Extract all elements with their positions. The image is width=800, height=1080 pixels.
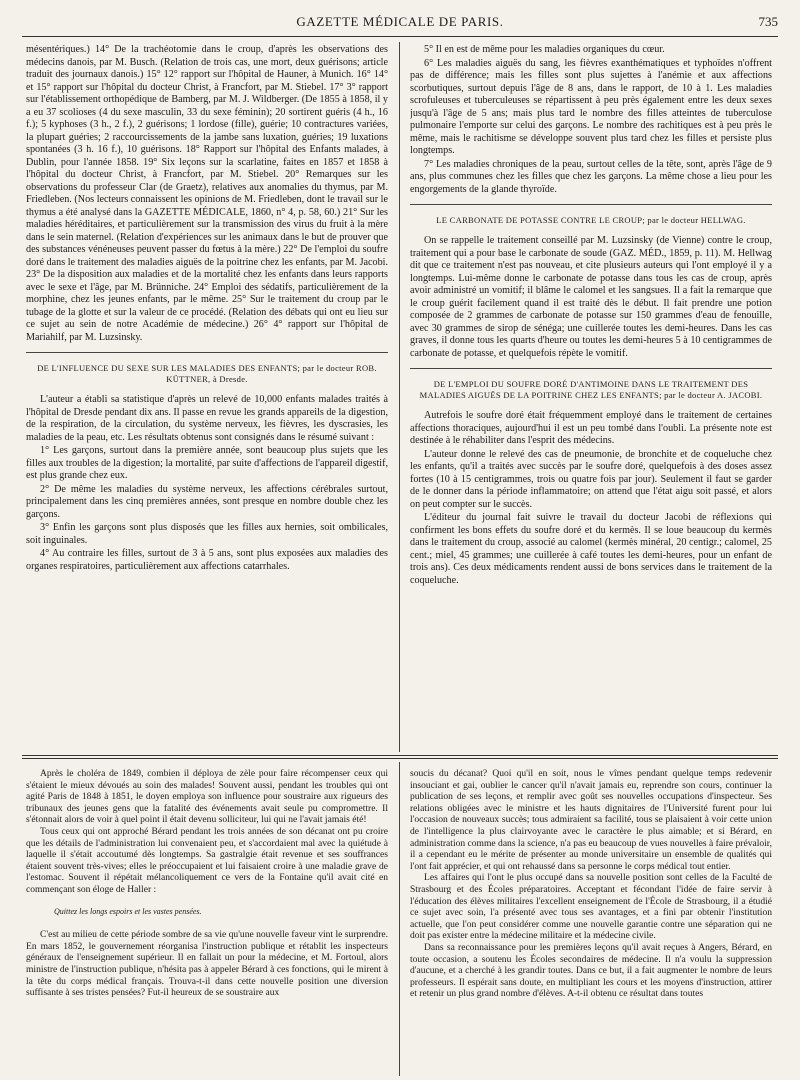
section-title: DE L'INFLUENCE DU SEXE SUR LES MALADIES DES ENFANTS; par le docteur ROB. KÜTTNER, à Dresde.	[37, 363, 377, 384]
feuilleton-paragraph: Tous ceux qui ont approché Bérard pendant les trois années de son décanat ont pu croire que les détails de l'administration lui convenaient peu, et s'accordaient mal avec la quiétude à laquelle il s'était accoutumé dès longtemps. Sa gastralgie était revenue et ses souffrances étaient souvent très-vives; elles le préoccupaient et lui faisaient croire à une maladie grave de l'estomac. Souvent il répétait mélancoliquement ce vers de la Fontaine qu'il avait cité en commençant son éloge de Haller :	[26, 825, 388, 895]
article-paragraph: L'auteur a établi sa statistique d'après un relevé de 10,000 enfants malades traités à l'hôpital de Dresde pendant dix ans. Il passe en revue les grands appareils de la digestion, de la respiration, de la circulation, du système nerveux, les fièvres, les dyscrasies, les maladies de la peau, etc. Les résultats obtenus sont consignés dans le résumé suivant :	[26, 394, 388, 443]
section-rule	[410, 204, 772, 205]
verse-quote: Quittez les longs espoirs et les vastes pensées.	[54, 906, 202, 916]
page-number: 735	[758, 14, 778, 29]
feuilleton-rule	[22, 758, 778, 759]
feuilleton-right-column	[410, 768, 772, 1076]
article-paragraph: 4° Au contraire les filles, surtout de 3 à 5 ans, sont plus exposées aux maladies des organes respiratoires, particulièrement aux affections catarrhales.	[26, 548, 388, 572]
section-rule	[410, 368, 772, 369]
section-title: LE CARBONATE DE POTASSE CONTRE LE CROUP; par le docteur HELLWAG.	[436, 215, 746, 225]
right-column	[410, 44, 772, 750]
article-paragraph: L'éditeur du journal fait suivre le travail du docteur Jacobi de réflexions qui confirment les bons effets du soufre doré et du kermès. Il se loue beaucoup du kermès dans le traitement du croup, associé au calomel (kermès minéral, 20 centigr.; calomel, 25 cent.; miel, 45 grammes; une cuillerée à café toutes les demi-heures, pour un enfant de trois ans). Ces deux médicaments rendent aussi de bons services dans le traitement de la coqueluche.	[410, 512, 772, 586]
article-paragraph: 5° Il en est de même pour les maladies organiques du cœur.	[424, 44, 665, 55]
article-paragraph: L'auteur donne le relevé des cas de pneumonie, de bronchite et de coqueluche chez les enfants, qu'il a traités avec succès par le soufre doré, quelquefois à des doses assez fortes (10 à 15 centigrammes, trois ou quatre fois par jour). Seulement il faut se garder de le donner dans la période inflammatoire; on attend que l'état aigu soit passé, et alors on peut compter sur le succès.	[410, 448, 772, 510]
article-paragraph: 1° Les garçons, surtout dans la première année, sont beaucoup plus sujets que les filles aux troubles de la digestion; la mortalité, par suite d'affections de l'appareil digestif, est plus grande chez eux.	[26, 445, 388, 481]
feuilleton-paragraph: C'est au milieu de cette période sombre de sa vie qu'une nouvelle faveur vint le surprendre. En mars 1852, le gouvernement réorganisa l'instruction publique et rétablit les inspecteurs généraux de l'enseignement supérieur. Il en fallait un pour la médecine, et M. Fortoul, alors ministre de l'instruction publique, n'hésita pas à appeler Bérard à ces fonctions, qui le mirent à la tête du corps médical français. Trouva-t-il dans cette nouvelle position une diversion suffisante à ses tristes pensées? Fut-il heureux de se soustraire aux	[26, 929, 388, 999]
feuilleton-paragraph: Les affaires qui l'ont le plus occupé dans sa nouvelle position sont celles de la Faculté de Strasbourg et des Écoles préparatoires. Acceptant et fécondant l'idée de faire servir à l'éducation des élèves militaires l'excellent enseignement de l'École de Strasbourg, il a étudié ce sujet avec soin, l'a présenté avec tous ses avantages, et a fini par obtenir l'institution actuelle, que l'on peut considérer comme une nouvelle garantie contre une séparation qui ne doit pas exister entre la médecine militaire et la médecine civile.	[410, 872, 772, 942]
article-paragraph: On se rappelle le traitement conseillé par M. Luzsinsky (de Vienne) contre le croup, traitement qui a pour base le carbonate de soude (GAZ. MÉD., 1859, p. 11). M. Hellwag dit que ce traitement n'est pas nouveau, et cite plusieurs auteurs qui l'ont employé il y a longtemps. Lui-même donne le carbonate de potasse dans tous les cas de croup, après avoir administré un vomitif; il blâme le calomel et les sangsues. Il a fait la remarque que le croup guérit facilement quand il est traité dès le début. Il fait prendre une potion composée de 2 grammes de carbonate de potasse sur 150 grammes d'eau de fenouille, avec 30 grammes de sirop de sénéga; une cuillerée toutes les demi-heures. Dans les cas graves, il donne tous les quarts d'heure ou toutes les demi-heures 5 à 10 centigrammes de carbonate de potasse, et quelquefois répète le vomitif.	[410, 235, 772, 359]
feuilleton-paragraph: Après le choléra de 1849, combien il déploya de zèle pour faire récompenser ceux qui s'étaient le mieux dévoués au soin des malades! Souvent aussi, pendant les troubles qui ont agité Paris de 1848 à 1851, le doyen employa son influence pour soustraire aux rigueurs des tribunaux des jeunes gens que la fatalité des événements avait seule pu compromettre. Il s'étonnait alors de voir à quel point il était devenu solliciteur, lui qui ne l'avait jamais été!	[26, 768, 388, 826]
article-paragraph: 6° Les maladies aiguës du sang, les fièvres exanthématiques et typhoïdes n'offrent pas de différence; mais les filles sont plus sujettes à l'anémie et aux affections scorbutiques, surtout depuis l'âge de 8 ans, dans le rapport, de 10 à 1. Les maladies scrofuleuses et tuberculeuses se répartissent à peu près également entre les deux sexes jusqu'à l'âge de 5 ans; mais plus tard le nombre des filles atteintes de tuberculose pulmonaire l'emporte sur celui des garçons. Le nombre des rachitiques est à peu près le même, mais le rachitisme se développe souvent plus tard chez les filles et persiste plus longtemps.	[410, 57, 772, 156]
left-column	[26, 44, 388, 750]
column-divider	[399, 42, 400, 752]
section-title: DE L'EMPLOI DU SOUFRE DORÉ D'ANTIMOINE DANS LE TRAITEMENT DES MALADIES AIGUËS DE LA POITRINE CHEZ LES ENFANTS; par le docteur A. JACOBI.	[419, 379, 763, 400]
article-paragraph: Autrefois le soufre doré était fréquemment employé dans le traitement de certaines affections thoraciques, aujourd'hui il est un peu tombé dans l'oubli. La présente note est destinée à le réhabiliter dans l'esprit des médecins.	[410, 410, 772, 446]
feuilleton-paragraph: Dans sa reconnaissance pour les premières leçons qu'il avait reçues à Angers, Bérard, en toute occasion, a soutenu les Écoles secondaires de médecine. Il n'a voulu la suppression d'aucune, et a cherché à les grandir toutes. Dans ce but, il a fait augmenter le nombre de leurs professeurs. Il espérait sans doute, en multipliant les cours et les moyens d'instruction, attirer et retenir un plus grand nombre d'élèves. A-t-il obtenu ce résultat dans toutes	[410, 941, 772, 1000]
article-paragraph: 2° De même les maladies du système nerveux, les affections cérébrales surtout, principalement dans les cinq premières années, sont presque en nombre double chez les garçons.	[26, 483, 388, 520]
page-header	[22, 10, 778, 37]
section-rule	[26, 352, 388, 353]
feuilleton-left-column	[26, 768, 388, 1076]
feuilleton-paragraph: soucis du décanat? Quoi qu'il en soit, nous le vîmes pendant quelque temps redevenir insouciant et gai, oublier le cancer qu'il n'avait jamais eu, reprendre son cours, continuer la publication de ses leçons, et remplir avec goût ses nouvelles occupations d'inspecteur. Ses relations obligées avec le ministre et les hauts dignitaires de l'Université furent pour lui l'occasion de nouveaux succès; tous admiraient sa facilité, tous se plaisaient à voir cette union de l'intelligence la plus clairvoyante avec le caractère le plus aimable; et si Bérard, en administration comme dans la science, n'a pas eu beaucoup de vues nouvelles à faire prévaloir, il a cependant eu le mérite de présenter au monde universitaire un ensemble de qualités qui l'ont fait apprécier, et qui ont rehaussé dans sa personne le corps médical tout entier.	[410, 768, 772, 872]
article-paragraph: 7° Les maladies chroniques de la peau, surtout celles de la tête, sont, après l'âge de 9 ans, plus communes chez les filles que chez les garçons. La même chose a lieu pour les engorgements de la glande thyroïde.	[410, 158, 772, 195]
feuilleton-rule	[22, 755, 778, 756]
article-paragraph: mésentériques.) 14° De la trachéotomie dans le croup, d'après les observations des médecins danois, par M. Busch. (Relation de trois cas, une mort, deux guérisons; article traduit des journaux danois.) 15° 12° rapport sur l'hôpital de Hauner, à Munich. 16° 14° et 15° rapport sur l'hôpital du docteur Christ, à Francfort, par M. Stiebel. 17° 3° rapport sur l'établissement orthopédique de Bamberg, par M. J. Wildberger. (De 1855 à 1858, il y a eu 37 scolioses (4 du sexe masculin, 33 du sexe féminin); 20 sortirent guéris (4 h., 16 f.); 5 kyphoses (3 h., 2 f.), 2 guérisons; 1 lordose (fille), guérie; 10 contractures variées, la plupart guéries; 2 raccourcissements de la jambe sans luxation, guéries; 19 luxations spontanées (3 h. 16 f.), 10 guérisons. 18° Rapport sur l'hôpital des Enfants malades, à Dublin, pour l'année 1858. 19° Six leçons sur la scarlatine, faites en 1857 et 1858 à l'hôpital du docteur Christ, à Francfort, par M. Stiebel. 20° Remarques sur les observations du professeur Clar (de Graetz), relatives aux anomalies du thymus, par M. Friedleben. (Nos lecteurs connaissent les opinions de M. Friedleben, dont le travail sur le thymus a été analysé dans la GAZETTE MÉDICALE, 1860, n° 4, p. 58, 60.) 21° Sur les maladies héréditaires, et particulièrement sur la transmission des virus du fruit à la mère dans le sein maternel. (Relation d'expériences sur les animaux dans le but de prouver que des substances vénéneuses peuvent passer du fœtus à la mère.) 22° De l'emploi du soufre doré dans le traitement des maladies aiguës de la poitrine chez les enfants, par M. Jacobi. 23° De la disposition aux maladies et de la mortalité chez les enfants dans leurs rapports avec le sexe et l'âge, par M. Brünniche. 24° Emploi des sédatifs, particulièrement de la morphine, chez les jeunes enfants, par le même. 25° Sur le traitement du croup par le tubage de la glotte et sur la valeur de ce procédé. (Relation des débats qui ont eu lieu sur ce sujet au sein de notre Académie de médecine.) 26° 4° rapport sur l'hôpital de Mariahilf, par M. Luzsinsky.	[26, 44, 388, 343]
article-paragraph: 3° Enfin les garçons sont plus disposés que les filles aux hernies, soit ombilicales, soit inguinales.	[26, 522, 388, 546]
journal-title: GAZETTE MÉDICALE DE PARIS.	[296, 14, 504, 29]
feuilleton-divider	[399, 762, 400, 1076]
